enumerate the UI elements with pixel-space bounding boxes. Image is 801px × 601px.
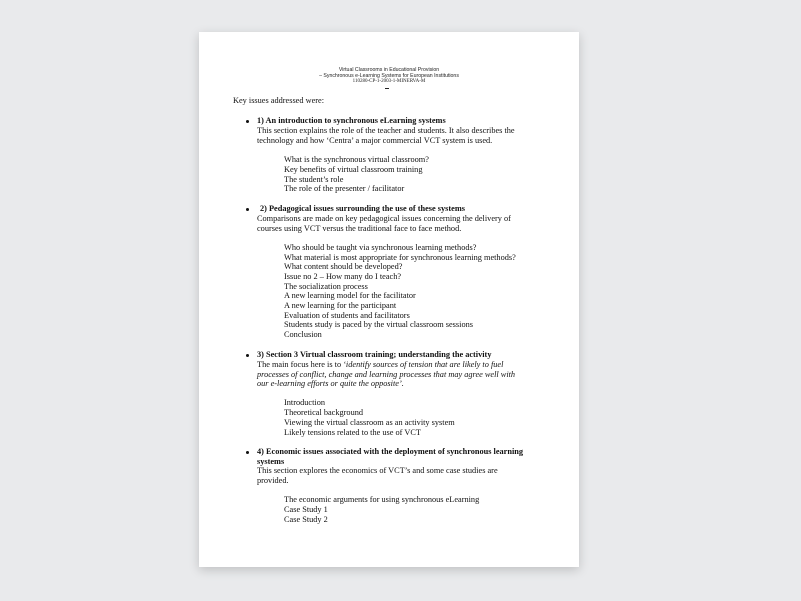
list-item: A new learning for the participant: [284, 301, 397, 310]
section-2-desc-line: Comparisons are made on key pedagogical issues concerning the delivery of: [257, 214, 511, 223]
section-3-title: 3) Section 3 Virtual classroom training; understanding the activity: [257, 350, 492, 359]
section-2-title: 2) Pedagogical issues surrounding the use of these systems: [260, 204, 465, 213]
list-item: Conclusion: [284, 330, 322, 339]
list-item: Case Study 2: [284, 515, 328, 524]
section-3-desc-line: [257, 360, 503, 370]
section-4-bullet: [246, 451, 249, 454]
list-item: The role of the presenter / facilitator: [284, 184, 405, 193]
section-3-bullet: [246, 354, 249, 357]
section-1-desc-line: This section explains the role of the teacher and students. It also describes the: [257, 126, 515, 135]
header-title: Virtual Classrooms in Educational Provision: [338, 67, 440, 73]
list-item: The student’s role: [284, 175, 344, 184]
section-1-desc-line: technology and how ‘Centra’ a major commercial VCT system is used.: [257, 136, 493, 145]
section-2-bullet: [246, 208, 249, 211]
list-item: Viewing the virtual classroom as an activity system: [284, 418, 455, 427]
section-3-desc-lead: The main focus here is to: [257, 360, 344, 369]
list-item: Students study is paced by the virtual classroom sessions: [284, 320, 473, 329]
section-4-desc-line: provided.: [257, 476, 289, 485]
list-item: What is the synchronous virtual classroom?: [284, 155, 429, 164]
list-item: What material is most appropriate for synchronous learning methods?: [284, 253, 516, 262]
section-4-title: 4) Economic issues associated with the deployment of synchronous learning: [257, 447, 524, 456]
list-item: The economic arguments for using synchronous eLearning: [284, 495, 480, 504]
section-3-quote-line: processes of conflict, change and learning processes that may agree well with: [257, 370, 516, 379]
intro-text: Key issues addressed were:: [233, 96, 325, 105]
header-dash: [385, 88, 389, 89]
list-item: Key benefits of virtual classroom training: [284, 165, 423, 174]
header-subtitle: – Synchronous e-Learning Systems for European Institutions: [319, 73, 459, 79]
list-item: Evaluation of students and facilitators: [284, 311, 410, 320]
section-3-quote-line: our e-learning efforts or quite the opposite’.: [257, 379, 404, 388]
list-item: The socialization process: [284, 282, 368, 291]
document-page: [199, 32, 579, 567]
section-1-bullet: [246, 120, 249, 123]
list-item: What content should be developed?: [284, 262, 403, 271]
list-item: Case Study 1: [284, 505, 328, 514]
list-item: Who should be taught via synchronous learning methods?: [284, 243, 477, 252]
section-4-desc-line: This section explores the economics of VCT’s and some case studies are: [257, 466, 498, 475]
list-item: Issue no 2 – How many do I teach?: [284, 272, 402, 281]
header-project-code: 110280-CP-1-2003-1-MINERVA-M: [352, 79, 426, 84]
section-1-title: 1) An introduction to synchronous eLearning systems: [257, 116, 446, 125]
list-item: Theoretical background: [284, 408, 364, 417]
section-2-desc-line: courses using VCT versus the traditional face to face method.: [257, 224, 462, 233]
list-item: Introduction: [284, 398, 326, 407]
list-item: Likely tensions related to the use of VCT: [284, 428, 421, 437]
list-item: A new learning model for the facilitator: [284, 291, 416, 300]
section-3-quote: ‘identify sources of tension that are likely to fuel: [343, 360, 504, 369]
section-4-title-cont: systems: [257, 457, 285, 466]
